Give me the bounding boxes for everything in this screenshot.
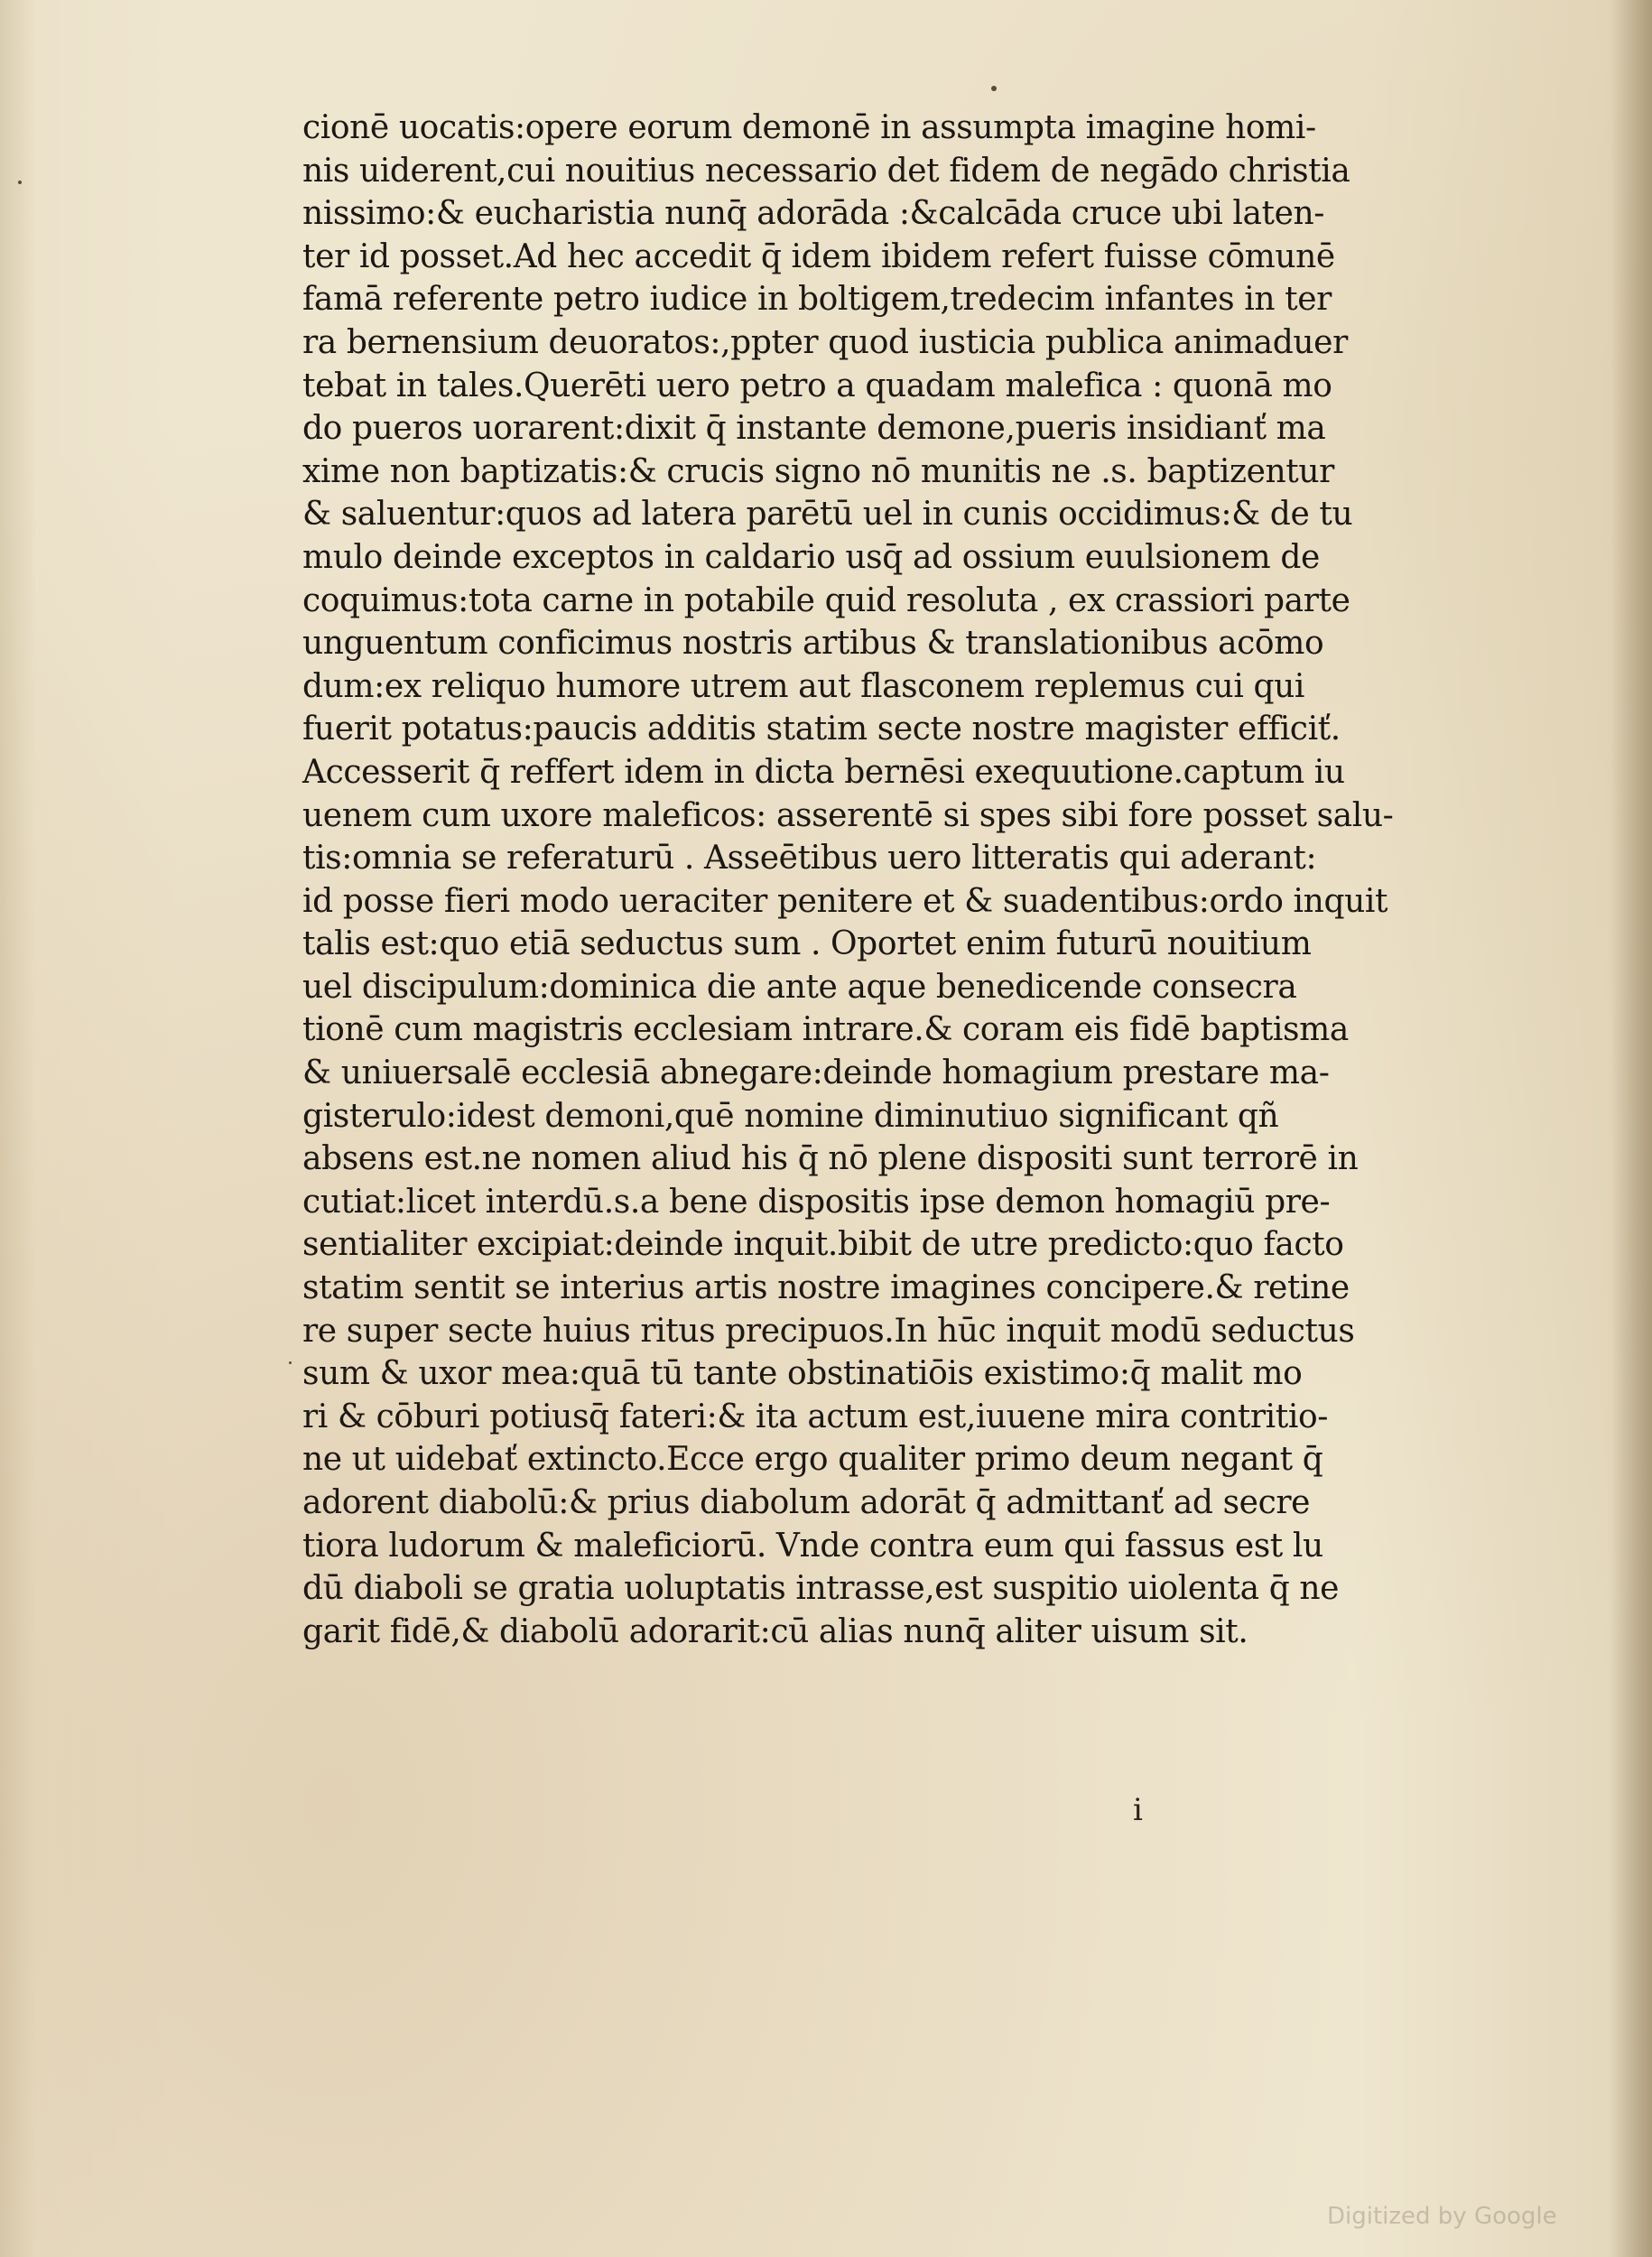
ink-speck xyxy=(18,181,22,184)
text-line: ne ut uidebať extincto.Ecce ergo qualiter primo deum negant q̄ xyxy=(302,1441,1323,1479)
digitization-watermark: Digitized by Google xyxy=(1327,2203,1557,2230)
text-line: tebat in tales.Querēti uero petro a quadam malefica : quonā mo xyxy=(302,367,1332,404)
text-line: re super secte huius ritus precipuos.In hūc inquit modū seductus xyxy=(302,1312,1355,1350)
text-line: ri & cōburi potiusq̄ fateri:& ita actum est,iuuene mira contritio- xyxy=(302,1398,1328,1435)
text-line: famā referente petro iudice in boltigem,tredecim infantes in ter xyxy=(302,281,1332,319)
text-line: absens est.ne nomen aliud his q̄ nō plene dispositi sunt terrorē in xyxy=(302,1140,1359,1178)
text-line: coquimus:tota carne in potabile quid resoluta , ex crassiori parte xyxy=(302,581,1350,619)
text-line: nissimo:& eucharistia nunq̄ adorāda :&calcāda cruce ubi laten- xyxy=(302,195,1325,233)
text-line: talis est:quo etiā seductus sum . Oportet enim futurū nouitium xyxy=(302,925,1312,963)
text-line: ra bernensium deuoratos:,ppter quod iusticia publica animaduer xyxy=(302,323,1348,361)
gutter-shadow xyxy=(1611,0,1652,2257)
text-line: do pueros uorarent:dixit q̄ instante demone,pueris insidianť ma xyxy=(302,410,1326,448)
text-line: tiora ludorum & maleficiorū. Vnde contra eum qui fassus est lu xyxy=(302,1527,1323,1565)
text-line: cionē uocatis:opere eorum demonē in assumpta imagine homi- xyxy=(302,109,1316,146)
text-line: unguentum conficimus nostris artibus & translationibus acōmo xyxy=(302,625,1324,663)
text-line: tis:omnia se referaturū . Asseētibus uero litteratis qui aderant: xyxy=(302,840,1317,878)
text-line: uenem cum uxore maleficos: asserentē si spes sibi fore posset salu- xyxy=(302,796,1394,834)
text-line: id posse fieri modo ueraciter penitere et & suadentibus:ordo inquit xyxy=(302,882,1388,920)
text-line: tionē cum magistris ecclesiam intrare.& coram eis fidē baptisma xyxy=(302,1011,1349,1049)
ink-speck xyxy=(991,86,997,91)
text-line: mulo deinde exceptos in caldario usq̄ ad ossium euulsionem de xyxy=(302,538,1320,576)
folio-signature: i xyxy=(1133,1792,1143,1828)
text-line: uel discipulum:dominica die ante aque benedicende consecra xyxy=(302,968,1297,1006)
text-line: fuerit potatus:paucis additis statim secte nostre magister efficiť. xyxy=(302,711,1341,748)
text-line: ter id posset.Ad hec accedit q̄ idem ibidem refert fuisse cōmunē xyxy=(302,237,1335,275)
text-line: adorent diabolū:& prius diabolum adorāt q̄ admittanť ad secre xyxy=(302,1484,1311,1521)
text-line: gisterulo:idest demoni,quē nomine diminutiuo significant qñ xyxy=(302,1097,1279,1135)
text-line: sum & uxor mea:quā tū tante obstinatiōis existimo:q̄ malit mo xyxy=(302,1355,1303,1393)
text-line: & saluentur:quos ad latera parētū uel in cunis occidimus:& de tu xyxy=(302,496,1353,534)
text-line: xime non baptizatis:& crucis signo nō munitis ne .s. baptizentur xyxy=(302,452,1334,490)
body-text xyxy=(302,107,1394,1653)
text-line: sentialiter excipiat:deinde inquit.bibit de utre predicto:quo facto xyxy=(302,1226,1344,1264)
text-line: nis uiderent,cui nouitius necessario det fidem de negādo christia xyxy=(302,152,1350,190)
text-line: garit fidē,& diabolū adorarit:cū alias nunq̄ aliter uisum sit. xyxy=(302,1612,1248,1650)
text-line: dū diaboli se gratia uoluptatis intrasse,est suspitio uiolenta q̄ ne xyxy=(302,1570,1340,1608)
ink-speck xyxy=(289,1361,292,1364)
text-line: cutiat:licet interdū.s.a bene dispositis ipse demon homagiū pre- xyxy=(302,1183,1331,1221)
text-line: dum:ex reliquo humore utrem aut flasconem replemus cui qui xyxy=(302,667,1305,705)
text-line: statim sentit se interius artis nostre imagines concipere.& retine xyxy=(302,1269,1350,1307)
text-line: & uniuersalē ecclesiā abnegare:deinde homagium prestare ma- xyxy=(302,1054,1330,1092)
text-line: Accesserit q̄ reffert idem in dicta bernēsi exequutione.captum iu xyxy=(302,753,1345,791)
